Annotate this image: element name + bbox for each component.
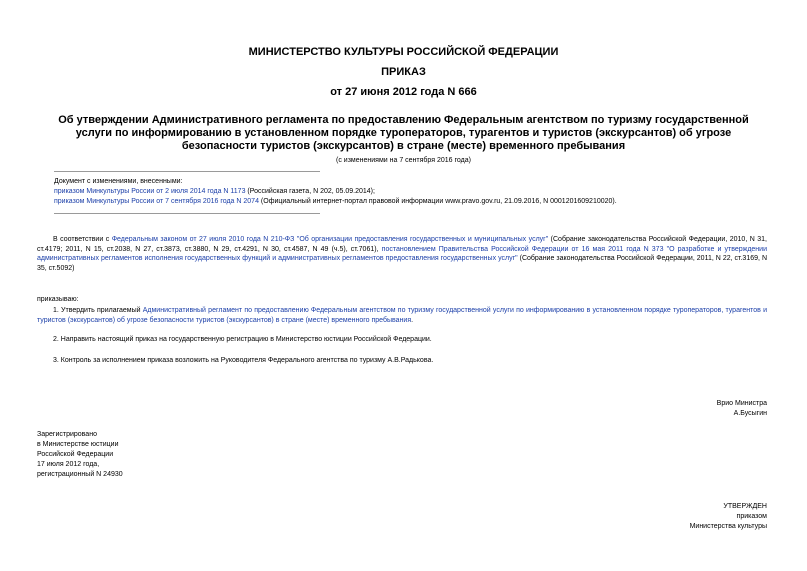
change-text-1: (Российская газета, N 202, 05.09.2014);: [245, 188, 375, 195]
registration-line: Российской Федерации: [37, 451, 114, 458]
changes-top-divider: [54, 171, 320, 172]
regulation-link[interactable]: Административный регламент по предоставлению Федеральным агентством по туризму государственной услуги по информированию в установленном порядке туроператоров, турагентов и туристов (экскурсантов) об угрозе безопасности туристов (экскурсантов) в стране (месте) временного пребывания: [37, 307, 767, 324]
doc-type-heading: ПРИКАЗ: [381, 66, 426, 78]
preamble-text-2: (Собрание законодательства Российской Федерации, 2010, N 31, ст.4179; 2011, N 15, ст.2038, N 27, ст.3873, ст.3880, N 29, ст.4291, N 30, ст.4587, N 49 (ч.5), ст.7061),: [37, 236, 767, 253]
registration-line: регистрационный N 24930: [37, 471, 123, 478]
change-item-1: [54, 187, 754, 197]
document-title: [44, 114, 763, 153]
approved-line: приказом: [736, 513, 767, 520]
registration-line: Зарегистрировано: [37, 431, 97, 438]
preamble-text-1: В соответствии с: [53, 236, 112, 243]
item1-text-2: .: [411, 316, 414, 324]
order-item-1: [37, 306, 767, 325]
order-item-2: 2. Направить настоящий приказ на государственную регистрацию в Министерство юстиции Российской Федерации.: [53, 336, 432, 343]
change-link-1[interactable]: приказом Минкультуры России от 2 июля 2014 года N 1173: [54, 188, 246, 195]
signature-block: [717, 399, 767, 419]
change-text-2: (Официальный интернет-портал правовой информации www.pravo.gov.ru, 21.09.2016, N 0001201609210020).: [258, 198, 617, 205]
ministry-heading: МИНИСТЕРСТВО КУЛЬТУРЫ РОССИЙСКОЙ ФЕДЕРАЦИИ: [248, 46, 559, 58]
government-resolution-link[interactable]: постановлением Правительства Российской Федерации от 16 мая 2011 года N 373 "О разработке и утверждении административных регламентов исполнения государственных функций и административных регламентов предоставления государственных услуг": [37, 245, 767, 262]
approved-line: УТВЕРЖДЕН: [723, 503, 767, 510]
changes-block: [54, 177, 754, 207]
federal-law-link[interactable]: Федеральным законом от 27 июля 2010 года N 210-ФЗ "Об организации предоставления государственных и муниципальных услуг": [111, 236, 549, 243]
change-item-2: [54, 197, 754, 207]
changes-intro: Документ с изменениями, внесенными:: [54, 178, 183, 185]
approved-block: [690, 502, 767, 532]
preamble-paragraph: [37, 235, 767, 273]
changes-bottom-divider: [54, 213, 320, 214]
preamble-text-3: (Собрание законодательства Российской Федерации, 2011, N 22, ст.3169, N 35, ст.5092): [37, 255, 767, 272]
date-number-heading: от 27 июня 2012 года N 666: [330, 86, 477, 98]
signer-position: Врио Министра: [716, 400, 767, 407]
registration-block: [37, 430, 123, 480]
title-prefix: Об утверждении: [58, 114, 152, 126]
order-item-3: 3. Контроль за исполнением приказа возложить на Руководителя Федерального агентства по туризму А.В.Радькова.: [53, 357, 434, 364]
item1-text-1: 1. Утвердить прилагаемый: [53, 307, 143, 314]
registration-line: в Министерстве юстиции: [37, 441, 119, 448]
registration-line: 17 июля 2012 года,: [37, 461, 100, 468]
approved-line: Министерства культуры: [689, 523, 767, 530]
change-link-2[interactable]: приказом Минкультуры России от 7 сентября 2016 года N 2074: [54, 198, 259, 205]
amendment-date-note: (с изменениями на 7 сентября 2016 года): [336, 157, 471, 164]
signer-name: А.Бусыгин: [733, 410, 767, 417]
title-regulation-link[interactable]: Административного регламента по предоставлению Федеральным агентством по туризму государственной услуги по информированию в установленном порядке туроператоров, турагентов и туристов (экскурсантов) об угрозе безопасности туристов (экскурсантов) в стране (месте) временного пребывания: [75, 114, 749, 152]
order-word: приказываю:: [37, 296, 79, 303]
